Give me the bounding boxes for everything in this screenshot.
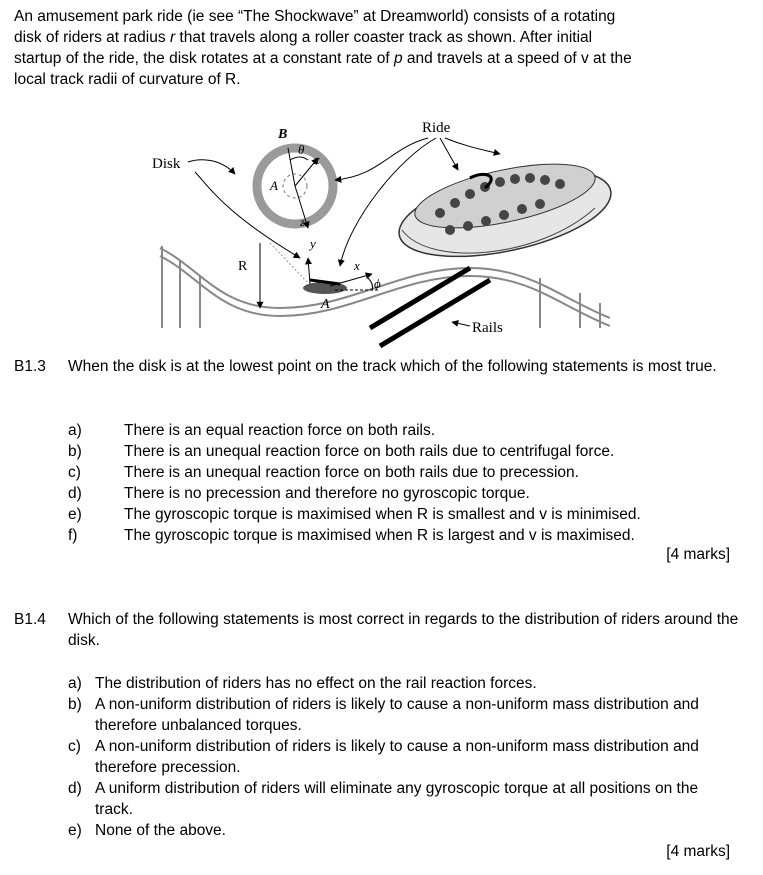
- question-number: B1.3: [14, 358, 46, 375]
- label-disk: Disk: [152, 156, 181, 172]
- label-phi: ϕ: [374, 276, 381, 291]
- q14-option-e[interactable]: e) None of the above.: [68, 822, 226, 839]
- var-p: p: [393, 50, 403, 67]
- intro-line-2: disk of riders at radius r that travels along a roller coaster track as shown. After initial: [14, 29, 593, 46]
- q14-marks: [4 marks]: [666, 843, 730, 860]
- label-A-small: A: [270, 178, 278, 193]
- coaster-track: [160, 246, 610, 328]
- q14-options: [68, 673, 708, 841]
- label-rails: Rails: [472, 320, 503, 336]
- question-stem: Which of the following statements is most correct in regards to the distribution of riders around the disk.: [68, 611, 739, 649]
- label-R: R: [238, 259, 248, 274]
- q14-option-a[interactable]: a) The distribution of riders has no effect on the rail reaction forces.: [68, 675, 537, 692]
- label-z: z: [300, 215, 305, 229]
- label-A: A: [321, 297, 330, 312]
- intro-line-1: An amusement park ride (ie see “The Shockwave” at Dreamworld) consists of a rotating: [14, 8, 616, 25]
- label-x: x: [354, 258, 360, 273]
- label-theta: θ: [298, 142, 305, 157]
- var-r: r: [169, 29, 176, 46]
- question-stem: When the disk is at the lowest point on the track which of the following statements is most true.: [68, 358, 717, 375]
- q13-options: [68, 420, 748, 546]
- label-B: B: [278, 127, 288, 142]
- q13-option-e[interactable]: e) The gyroscopic torque is maximised when R is smallest and v is minimised.: [68, 506, 641, 523]
- q14-option-d[interactable]: d) A uniform distribution of riders will eliminate any gyroscopic torque at all positions on the track.: [68, 780, 699, 818]
- label-y: y: [310, 236, 316, 251]
- ride-saucer: [391, 151, 618, 272]
- q13-option-a[interactable]: a) There is an equal reaction force on both rails.: [68, 422, 436, 439]
- intro-line-3: startup of the ride, the disk rotates at a constant rate of p and travels at a speed of v at the: [14, 50, 632, 67]
- q13-marks: [4 marks]: [666, 546, 730, 563]
- question-number: B1.4: [14, 611, 46, 628]
- q14-option-c[interactable]: c) A non-uniform distribution of riders is likely to cause a non-uniform mass distribution and therefore precession.: [68, 738, 699, 776]
- q14-option-b[interactable]: b) A non-uniform distribution of riders is likely to cause a non-uniform mass distribution and therefore unbalanced torques.: [68, 696, 699, 734]
- q13-option-f[interactable]: f) The gyroscopic torque is maximised when R is largest and v is maximised.: [68, 527, 635, 544]
- q13-option-b[interactable]: b) There is an unequal reaction force on both rails due to centrifugal force.: [68, 443, 615, 460]
- ride-figure: [140, 118, 620, 348]
- intro-line-4: local track radii of curvature of R.: [14, 71, 241, 88]
- label-ride: Ride: [422, 120, 451, 136]
- label-x-top: x: [314, 152, 320, 167]
- q13-option-c[interactable]: c) There is an unequal reaction force on both rails due to precession.: [68, 464, 579, 481]
- rail-1: [370, 268, 470, 328]
- q13-option-d[interactable]: d) There is no precession and therefore no gyroscopic torque.: [68, 485, 530, 502]
- problem-intro: [14, 6, 754, 90]
